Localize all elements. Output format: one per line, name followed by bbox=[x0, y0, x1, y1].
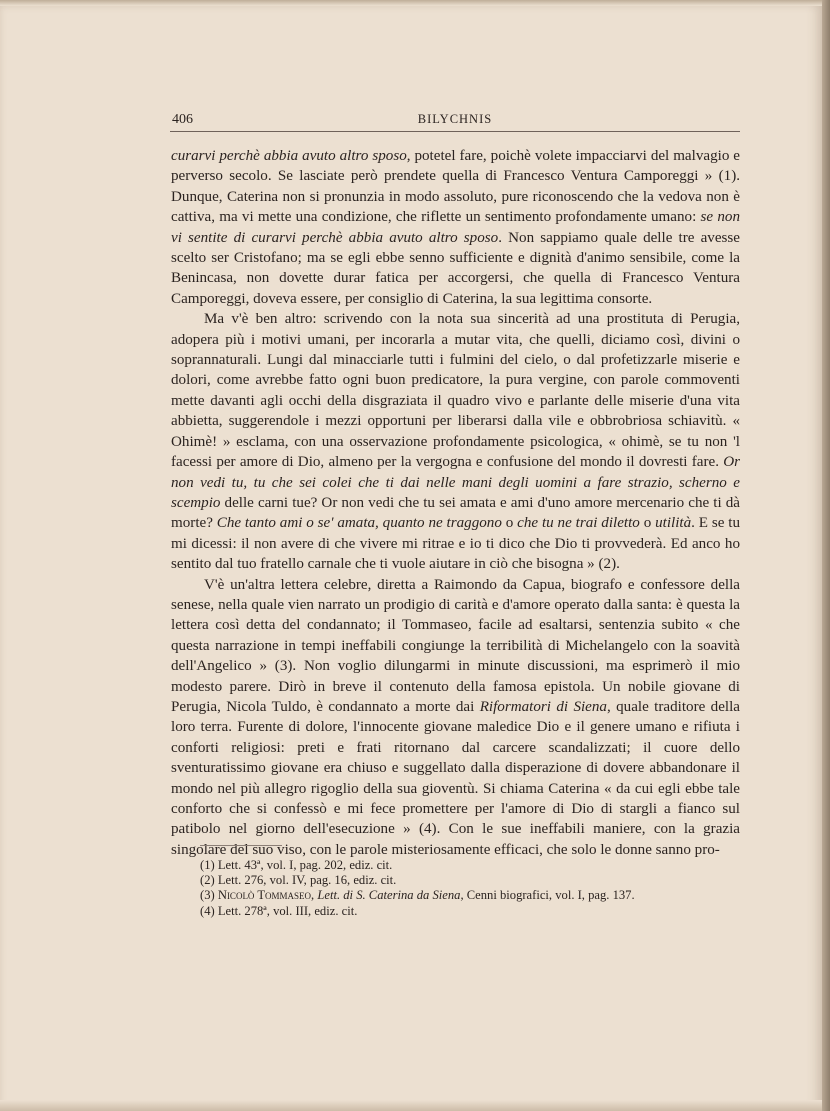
footnote-2 bbox=[200, 873, 760, 888]
text-run: . E se tu mi dicessi: il non avere di che vivere mi ritrae e io ti dico che Dio ti provvederà. Ed anco ho sentito dal tuo fratello carnale che ti vuole aiutare in ciò che bisogna » (2). bbox=[171, 515, 741, 573]
italic-run: utilità bbox=[655, 515, 692, 532]
text-run: o bbox=[501, 515, 518, 532]
page-header bbox=[170, 112, 740, 132]
text-run: , potetel fare, poichè volete impacciarvi del malvagio e perverso secolo. Se lasciate però prendete quella di Francesco Ventura Camporeggi » (1). Dunque, Caterina non si pronunzia in modo assoluto, pure riconoscendo che la vedova non è cattiva, ma vi mette una condizione, che riflette un sentimento profondamente umano: bbox=[171, 148, 741, 226]
italic-run: curarvi perchè abbia avuto altro sposo bbox=[171, 148, 407, 164]
footnote-text: (1) Lett. 43ª, vol. I, pag. 202, ediz. cit. bbox=[200, 858, 393, 872]
body-text bbox=[171, 146, 740, 860]
page-bottom-edge bbox=[0, 1100, 822, 1111]
page-number: 406 bbox=[172, 112, 193, 127]
footnote-text: (2) Lett. 276, vol. IV, pag. 16, ediz. cit. bbox=[200, 873, 397, 888]
text-run: delle carni tue? Or non vedi che tu sei amata e ami d'uno amore mercenario che ti dà morte? bbox=[171, 494, 740, 532]
footnote-rule bbox=[200, 845, 282, 846]
italic-run: che tu ne trai diletto bbox=[517, 515, 640, 532]
page-top-edge bbox=[0, 0, 822, 6]
paragraph-2 bbox=[171, 309, 740, 574]
footnote-4 bbox=[200, 904, 760, 919]
text-run: Ma v'è ben altro: scrivendo con la nota sua sincerità ad una prostituta di Perugia, adopera più i motivi umani, per incorarla a mutar vita, che quelli, diciamo così, divini o soprannaturali. Lungi dal minacciarle tutti i fulmini del cielo, o dal profetizzarle miserie e dolori, come avrebbe fatto ogni buon predicatore, la pura vergine, con parole commoventi mette davanti agli occhi della disgraziata il quadro vivo e parlante delle miserie d'una vita abbietta, suggerendole i mezzi opportuni per liberarsi dalla vile e obbrobriosa schiavitù. « Ohimè! » esclama, con una osservazione profondamente psicologica, « ohimè, se tu non 'l facessi per amore di Dio, almeno per la vergogna e confusione del mondo il dovresti fare. bbox=[171, 311, 740, 471]
header-rule bbox=[170, 131, 740, 132]
running-head: BILYCHNIS bbox=[417, 112, 493, 126]
italic-run: Che tanto ami o se' amata, quanto ne traggono bbox=[216, 515, 502, 532]
text-run: , quale traditore della loro terra. Furente di dolore, l'innocente giovane maledice Dio e il genere umano e rifiuta i conforti religiosi: preti e frati ritornano dal carcere scandalizzati; il cuore dello sventuratissimo giovane era chiuso e suggellato dalla disperazione di dovere abbandonare il mondo nel più allegro rigoglio della sua gioventù. Si chiama Caterina « da cui egli ebbe tale conforto che si confessò e mi fece promettere per l'amore di Dio di stargli a fianco sul patibolo nel giorno dell'esecuzione » (4). Con le sue ineffabili maniere, con la grazia singolare del suo viso, con le parole misteriosamente efficaci, che solo le donne sanno pro- bbox=[171, 698, 740, 858]
footnote-text-tail: Cenni biografici, vol. I, pag. 137. bbox=[463, 888, 635, 903]
text-run: . Non sappiamo quale delle tre avesse scelto ser Cristofano; ma se egli ebbe senno sufficiente e dignità d'animo sensibile, come la Benincasa, non dovette durar fatica per accorgersi, che quella di Francesco Ventura Camporeggi, doveva essere, per consiglio di Caterina, la sua legittima consorte. bbox=[171, 229, 740, 307]
footnote-text: (4) Lett. 278ª, vol. III, ediz. cit. bbox=[200, 903, 358, 918]
footnote-3 bbox=[200, 888, 760, 903]
italic-run: Riformatori di Siena bbox=[479, 698, 607, 715]
text-run: V'è un'altra lettera celebre, diretta a Raimondo da Capua, biografo e confessore della senese, nella quale vien narrato un prodigio di carità e d'amore operato dalla santa: è questa la lettera così detta del condannato; il Tommaseo, facile ad esaltarsi, sentenzia subito « che questa narrazione in tempi ineffabili congiunge la terribilità di Michelangelo con la soavità dell'Angelico » (3). Non voglio dilungarmi in minute discussioni, ma esprimerò il mio modesto parere. Dirò in breve il contenuto della famosa epistola. Un nobile giovane di Perugia, Nicola Tuldo, è condannato a morte dai bbox=[171, 576, 740, 715]
footnote-text: (3) bbox=[200, 888, 218, 903]
italic-run: se non vi sentite di curarvi perchè abbia avuto altro sposo bbox=[171, 209, 740, 246]
page-right-edge bbox=[822, 0, 830, 1111]
footnotes bbox=[200, 858, 760, 919]
footnote-author: Nicolò Tommaseo, bbox=[217, 888, 315, 903]
footnote-title: Lett. di S. Caterina da Siena, bbox=[314, 888, 464, 903]
paragraph-3 bbox=[171, 575, 740, 861]
text-run: o bbox=[639, 515, 656, 532]
paragraph-1 bbox=[171, 146, 740, 309]
footnote-1 bbox=[200, 858, 760, 873]
italic-run: Or non vedi tu, tu che sei colei che ti dai nelle mani degli uomini a fare strazio, scherno e scempio bbox=[171, 454, 740, 511]
